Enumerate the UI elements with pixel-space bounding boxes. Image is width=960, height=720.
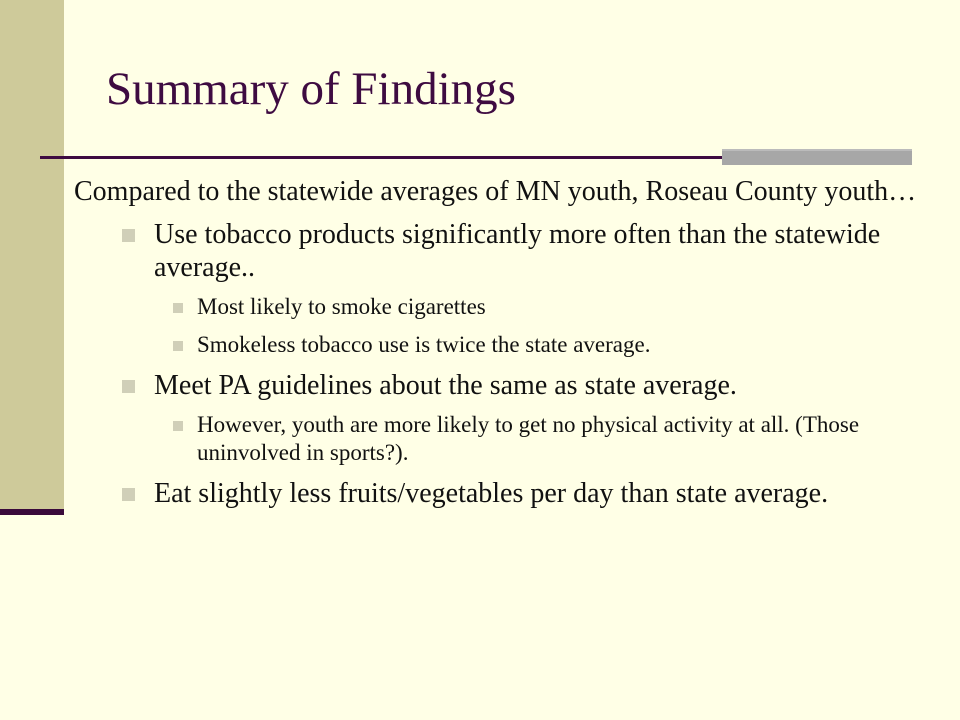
bullet-text: Eat slightly less fruits/vegetables per day than state average. xyxy=(154,478,829,509)
square-bullet-icon xyxy=(173,341,183,351)
bullet-point xyxy=(74,218,934,284)
square-bullet-icon xyxy=(122,229,135,242)
slide-body xyxy=(74,175,934,519)
bullet-point xyxy=(74,369,934,402)
sub-bullet-text: Most likely to smoke cigarettes xyxy=(197,294,486,319)
square-bullet-icon xyxy=(173,303,183,313)
bullet-text: Meet PA guidelines about the same as state average. xyxy=(154,370,737,401)
square-bullet-icon xyxy=(122,488,135,501)
left-bar-underline xyxy=(0,509,64,515)
sub-bullet-text: Smokeless tobacco use is twice the state average. xyxy=(197,332,651,357)
accent-bar xyxy=(722,149,912,165)
intro-text: Compared to the statewide averages of MN youth, Roseau County youth… xyxy=(74,176,917,207)
sub-bullet-point xyxy=(74,411,934,467)
sub-bullet-point xyxy=(74,331,934,359)
bullet-point xyxy=(74,477,934,510)
slide-title: Summary of Findings xyxy=(106,63,516,115)
sub-bullet-point xyxy=(74,293,934,321)
sub-bullet-text: However, youth are more likely to get no physical activity at all. (Those uninvolved in sports?). xyxy=(197,412,860,465)
square-bullet-icon xyxy=(122,380,135,393)
square-bullet-icon xyxy=(173,421,183,431)
bullet-text: Use tobacco products significantly more often than the statewide average.. xyxy=(154,219,881,283)
left-decorative-bar xyxy=(0,0,64,510)
